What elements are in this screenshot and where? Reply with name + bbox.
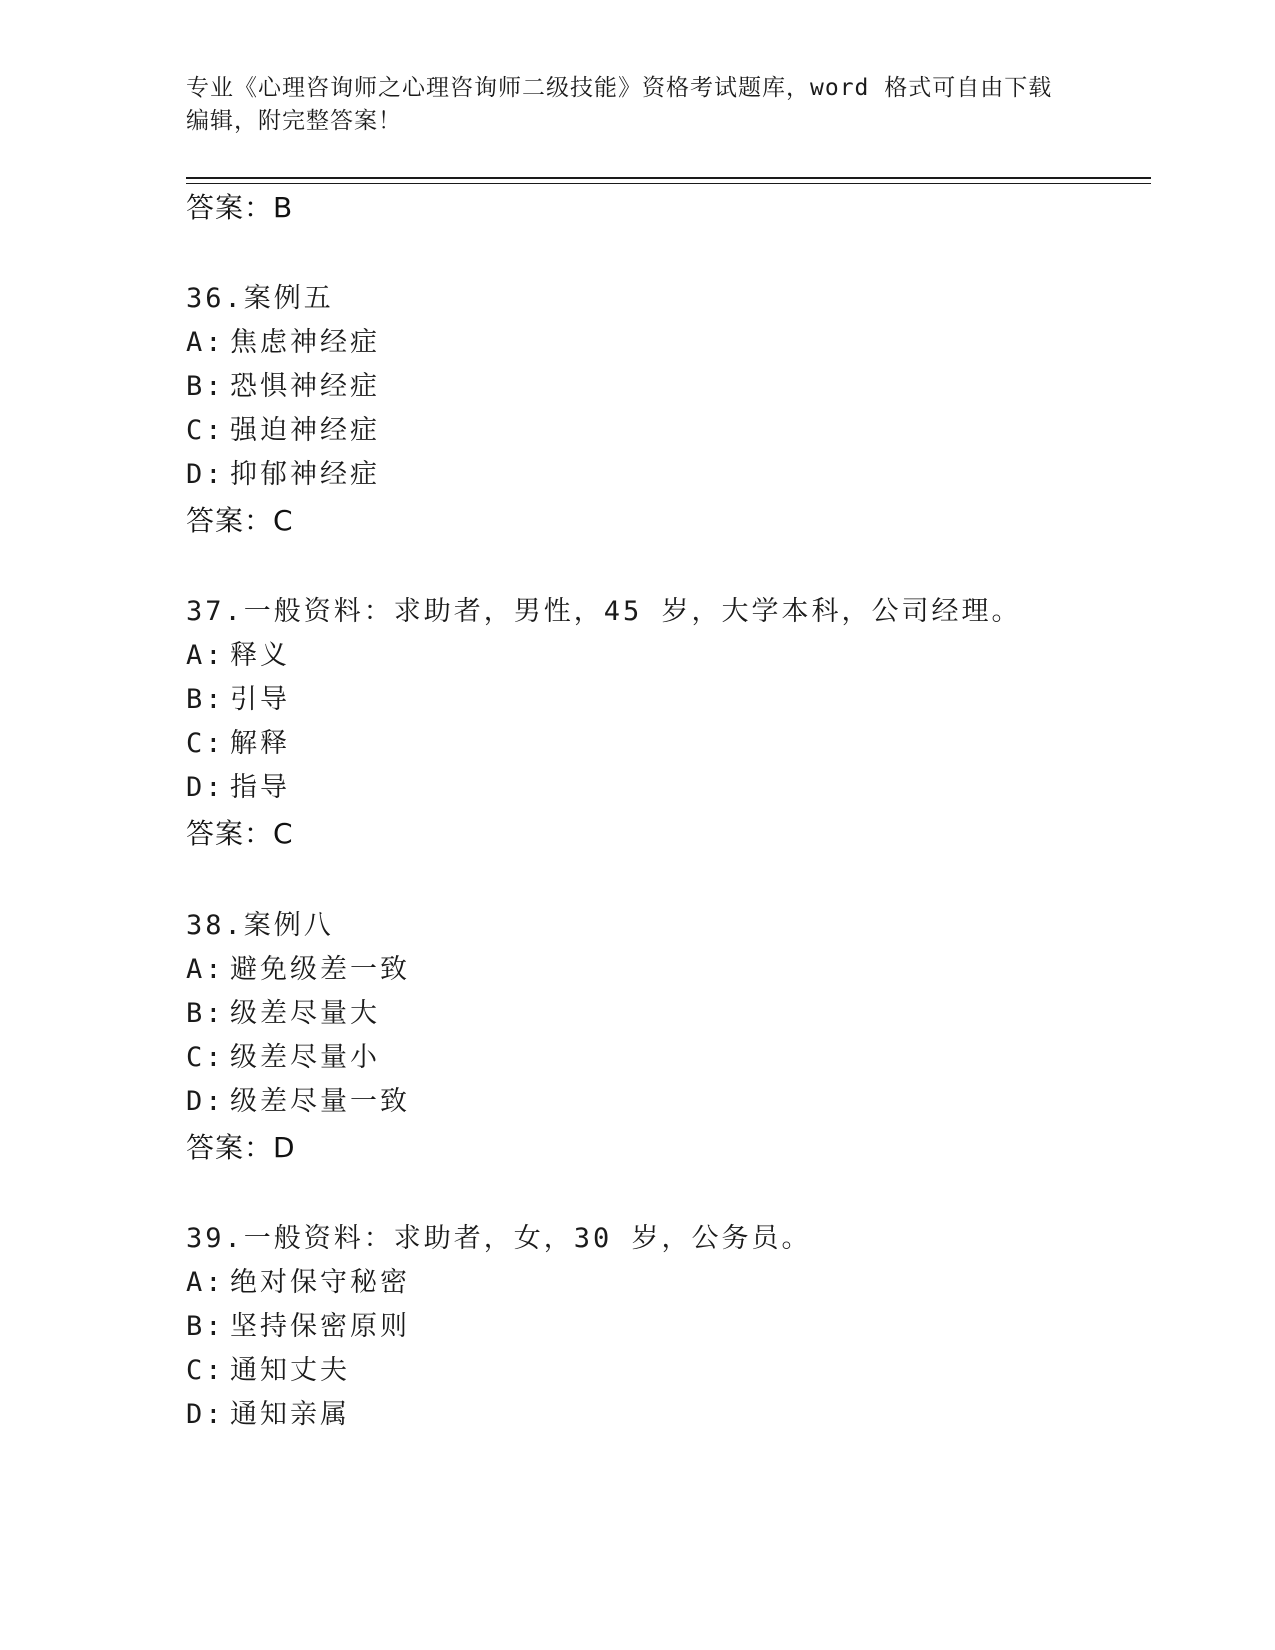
question-title: 36.案例五 xyxy=(186,283,334,314)
option-letter: D: xyxy=(186,772,225,803)
option-text: 强迫神经症 xyxy=(230,415,380,446)
option-b xyxy=(186,1309,410,1345)
option-text: 级差尽量小 xyxy=(230,1042,380,1073)
option-letter: C: xyxy=(186,415,225,446)
option-letter: A: xyxy=(186,327,225,358)
header-rule-thin xyxy=(186,183,1151,184)
option-text: 绝对保守秘密 xyxy=(230,1267,410,1298)
option-text: 避免级差一致 xyxy=(230,954,410,985)
question-title: 37.一般资料：求助者，男性，45 岁，大学本科，公司经理。 xyxy=(186,596,1022,627)
option-text: 级差尽量一致 xyxy=(230,1086,410,1117)
option-letter: B: xyxy=(186,684,225,715)
option-text: 级差尽量大 xyxy=(230,998,380,1029)
option-d xyxy=(186,1397,350,1433)
option-text: 坚持保密原则 xyxy=(230,1311,410,1342)
option-text: 焦虑神经症 xyxy=(230,327,380,358)
option-d xyxy=(186,1084,410,1120)
option-letter: B: xyxy=(186,998,225,1029)
option-b xyxy=(186,369,380,405)
option-b xyxy=(186,996,380,1032)
option-letter: A: xyxy=(186,1267,225,1298)
option-a xyxy=(186,1265,410,1301)
option-letter: A: xyxy=(186,640,225,671)
header-rule-thick xyxy=(186,177,1151,179)
option-a xyxy=(186,638,290,674)
option-d xyxy=(186,457,380,493)
option-letter: D: xyxy=(186,1399,225,1430)
option-letter: B: xyxy=(186,371,225,402)
previous-answer: 答案：B xyxy=(186,191,294,224)
option-b xyxy=(186,682,290,718)
header-line-2: 编辑，附完整答案！ xyxy=(186,108,402,134)
option-text: 恐惧神经症 xyxy=(230,371,380,402)
option-text: 释义 xyxy=(230,640,290,671)
option-text: 抑郁神经症 xyxy=(230,459,380,490)
option-letter: C: xyxy=(186,1042,225,1073)
option-d xyxy=(186,770,290,806)
option-letter: A: xyxy=(186,954,225,985)
option-text: 指导 xyxy=(230,772,290,803)
option-text: 通知丈夫 xyxy=(230,1355,350,1386)
option-text: 通知亲属 xyxy=(230,1399,350,1430)
header-line-1: 专业《心理咨询师之心理咨询师二级技能》资格考试题库，word 格式可自由下载 xyxy=(186,75,1053,101)
option-c xyxy=(186,726,290,762)
option-letter: C: xyxy=(186,1355,225,1386)
option-letter: B: xyxy=(186,1311,225,1342)
option-c xyxy=(186,413,380,449)
option-letter: D: xyxy=(186,459,225,490)
option-a xyxy=(186,325,380,361)
option-a xyxy=(186,952,410,988)
question-title: 38.案例八 xyxy=(186,910,334,941)
question-title: 39.一般资料：求助者，女，30 岁，公务员。 xyxy=(186,1223,812,1254)
document-header xyxy=(186,72,1066,138)
answer-line: 答案：C xyxy=(186,817,294,850)
option-c xyxy=(186,1040,380,1076)
answer-line: 答案：C xyxy=(186,504,294,537)
option-text: 引导 xyxy=(230,684,290,715)
option-letter: D: xyxy=(186,1086,225,1117)
answer-line: 答案：D xyxy=(186,1131,296,1164)
option-letter: C: xyxy=(186,728,225,759)
option-text: 解释 xyxy=(230,728,290,759)
option-c xyxy=(186,1353,350,1389)
